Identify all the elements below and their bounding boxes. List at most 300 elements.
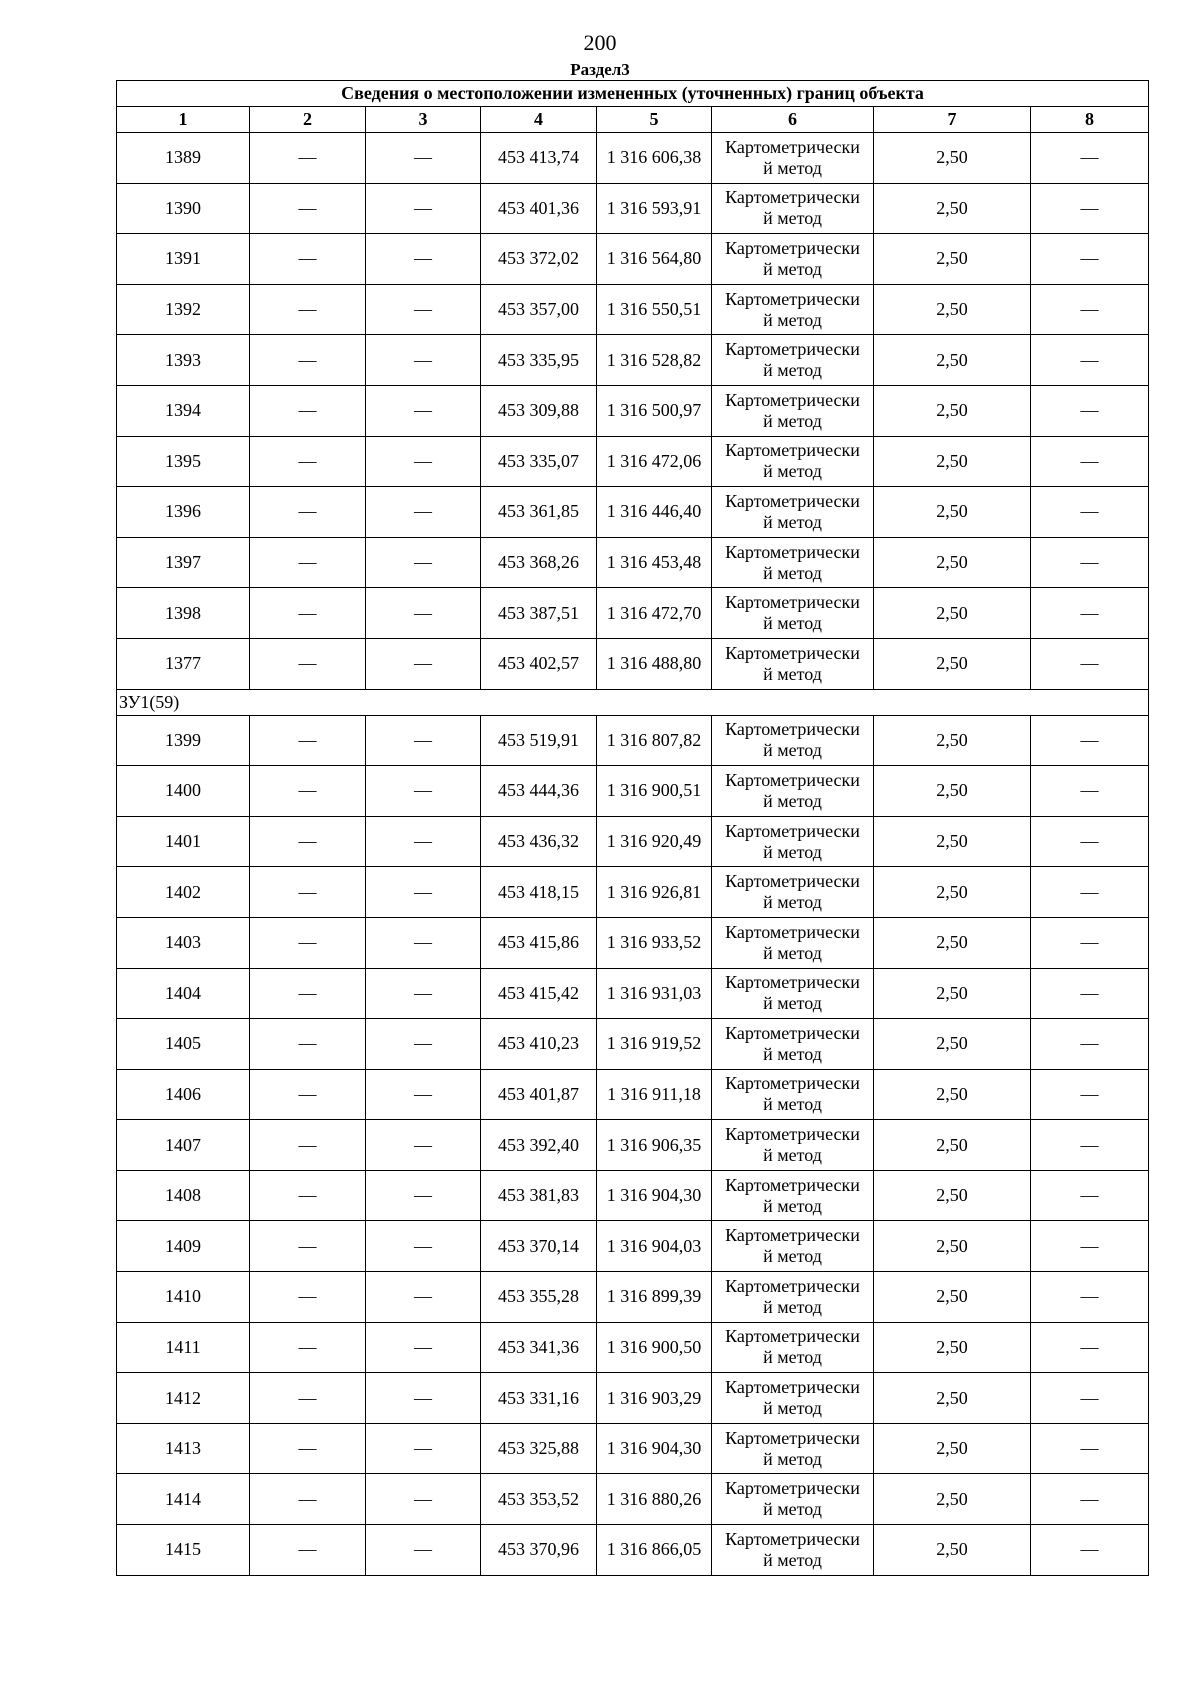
dash-cell: — bbox=[366, 1069, 481, 1120]
method-text-line2: й метод bbox=[763, 562, 822, 583]
table-row bbox=[117, 1525, 1149, 1576]
dash-cell: — bbox=[250, 867, 366, 918]
method-text-line1: Картометрически bbox=[725, 187, 860, 208]
method-text-line1: Картометрически bbox=[725, 1528, 860, 1549]
y-coordinate-cell: 1 316 564,80 bbox=[597, 234, 712, 285]
x-coordinate-cell: 453 387,51 bbox=[481, 588, 597, 639]
y-coordinate-cell: 1 316 880,26 bbox=[597, 1474, 712, 1525]
accuracy-cell: 2,50 bbox=[874, 335, 1031, 386]
dash-cell: — bbox=[250, 1474, 366, 1525]
accuracy-cell: 2,50 bbox=[874, 1272, 1031, 1323]
dash-cell: — bbox=[366, 1120, 481, 1171]
dash-cell: — bbox=[1031, 1019, 1149, 1070]
method-cell bbox=[712, 715, 874, 766]
table-caption: Сведения о местоположении измененных (уточненных) границ объекта bbox=[117, 81, 1149, 107]
point-number-cell: 1413 bbox=[117, 1423, 250, 1474]
dash-cell: — bbox=[250, 385, 366, 436]
x-coordinate-cell: 453 401,36 bbox=[481, 183, 597, 234]
dash-cell: — bbox=[366, 1221, 481, 1272]
y-coordinate-cell: 1 316 904,30 bbox=[597, 1423, 712, 1474]
dash-cell: — bbox=[1031, 537, 1149, 588]
dash-cell: — bbox=[250, 284, 366, 335]
point-number-cell: 1403 bbox=[117, 917, 250, 968]
dash-cell: — bbox=[366, 335, 481, 386]
dash-cell: — bbox=[366, 436, 481, 487]
x-coordinate-cell: 453 418,15 bbox=[481, 867, 597, 918]
method-text-line2: й метод bbox=[763, 208, 822, 229]
dash-cell: — bbox=[1031, 133, 1149, 184]
method-text-line2: й метод bbox=[763, 309, 822, 330]
y-coordinate-cell: 1 316 919,52 bbox=[597, 1019, 712, 1070]
y-coordinate-cell: 1 316 904,30 bbox=[597, 1170, 712, 1221]
dash-cell: — bbox=[366, 638, 481, 689]
accuracy-cell: 2,50 bbox=[874, 133, 1031, 184]
table-row bbox=[117, 385, 1149, 436]
x-coordinate-cell: 453 372,02 bbox=[481, 234, 597, 285]
method-cell bbox=[712, 234, 874, 285]
method-text-line2: й метод bbox=[763, 1347, 822, 1368]
y-coordinate-cell: 1 316 911,18 bbox=[597, 1069, 712, 1120]
dash-cell: — bbox=[1031, 1170, 1149, 1221]
dash-cell: — bbox=[250, 968, 366, 1019]
column-number: 6 bbox=[712, 107, 874, 133]
table-row bbox=[117, 1221, 1149, 1272]
accuracy-cell: 2,50 bbox=[874, 436, 1031, 487]
method-text-line1: Картометрически bbox=[725, 1022, 860, 1043]
method-cell bbox=[712, 1120, 874, 1171]
dash-cell: — bbox=[1031, 335, 1149, 386]
dash-cell: — bbox=[366, 968, 481, 1019]
column-number: 5 bbox=[597, 107, 712, 133]
accuracy-cell: 2,50 bbox=[874, 968, 1031, 1019]
accuracy-cell: 2,50 bbox=[874, 715, 1031, 766]
y-coordinate-cell: 1 316 593,91 bbox=[597, 183, 712, 234]
method-text-line1: Картометрически bbox=[725, 490, 860, 511]
dash-cell: — bbox=[1031, 487, 1149, 538]
dash-cell: — bbox=[250, 715, 366, 766]
point-number-cell: 1408 bbox=[117, 1170, 250, 1221]
table-row bbox=[117, 1322, 1149, 1373]
dash-cell: — bbox=[366, 816, 481, 867]
dash-cell: — bbox=[1031, 588, 1149, 639]
method-text-line2: й метод bbox=[763, 613, 822, 634]
table-row bbox=[117, 766, 1149, 817]
dash-cell: — bbox=[250, 588, 366, 639]
accuracy-cell: 2,50 bbox=[874, 487, 1031, 538]
dash-cell: — bbox=[366, 537, 481, 588]
table-row bbox=[117, 917, 1149, 968]
accuracy-cell: 2,50 bbox=[874, 284, 1031, 335]
method-cell bbox=[712, 1069, 874, 1120]
method-text-line2: й метод bbox=[763, 1398, 822, 1419]
x-coordinate-cell: 453 331,16 bbox=[481, 1373, 597, 1424]
method-text-line1: Картометрически bbox=[725, 440, 860, 461]
dash-cell: — bbox=[366, 234, 481, 285]
column-number: 1 bbox=[117, 107, 250, 133]
y-coordinate-cell: 1 316 900,50 bbox=[597, 1322, 712, 1373]
point-number-cell: 1392 bbox=[117, 284, 250, 335]
method-cell bbox=[712, 1019, 874, 1070]
dash-cell: — bbox=[250, 1272, 366, 1323]
method-text-line1: Картометрически bbox=[725, 871, 860, 892]
accuracy-cell: 2,50 bbox=[874, 917, 1031, 968]
method-cell bbox=[712, 1221, 874, 1272]
method-text-line1: Картометрически bbox=[725, 642, 860, 663]
method-text-line2: й метод bbox=[763, 740, 822, 761]
method-text-line1: Картометрически bbox=[725, 339, 860, 360]
method-text-line1: Картометрически bbox=[725, 1377, 860, 1398]
method-text-line1: Картометрически bbox=[725, 1326, 860, 1347]
method-text-line2: й метод bbox=[763, 258, 822, 279]
accuracy-cell: 2,50 bbox=[874, 1221, 1031, 1272]
dash-cell: — bbox=[250, 1525, 366, 1576]
method-text-line2: й метод bbox=[763, 993, 822, 1014]
method-text-line2: й метод bbox=[763, 1195, 822, 1216]
method-text-line1: Картометрически bbox=[725, 389, 860, 410]
table-row bbox=[117, 1373, 1149, 1424]
dash-cell: — bbox=[366, 766, 481, 817]
y-coordinate-cell: 1 316 488,80 bbox=[597, 638, 712, 689]
method-text-line1: Картометрически bbox=[725, 136, 860, 157]
dash-cell: — bbox=[1031, 1322, 1149, 1373]
method-text-line2: й метод bbox=[763, 157, 822, 178]
accuracy-cell: 2,50 bbox=[874, 1120, 1031, 1171]
method-text-line1: Картометрически bbox=[725, 288, 860, 309]
method-cell bbox=[712, 335, 874, 386]
method-cell bbox=[712, 638, 874, 689]
method-cell bbox=[712, 1170, 874, 1221]
method-text-line1: Картометрически bbox=[725, 237, 860, 258]
accuracy-cell: 2,50 bbox=[874, 816, 1031, 867]
table-row bbox=[117, 537, 1149, 588]
x-coordinate-cell: 453 392,40 bbox=[481, 1120, 597, 1171]
table-row bbox=[117, 183, 1149, 234]
accuracy-cell: 2,50 bbox=[874, 234, 1031, 285]
table-row bbox=[117, 638, 1149, 689]
dash-cell: — bbox=[366, 1525, 481, 1576]
method-text-line1: Картометрически bbox=[725, 1174, 860, 1195]
method-text-line1: Картометрически bbox=[725, 1478, 860, 1499]
method-text-line2: й метод bbox=[763, 1145, 822, 1166]
table-row bbox=[117, 284, 1149, 335]
method-text-line1: Картометрически bbox=[725, 1427, 860, 1448]
method-text-line2: й метод bbox=[763, 1043, 822, 1064]
x-coordinate-cell: 453 355,28 bbox=[481, 1272, 597, 1323]
dash-cell: — bbox=[366, 588, 481, 639]
method-text-line2: й метод bbox=[763, 790, 822, 811]
accuracy-cell: 2,50 bbox=[874, 1474, 1031, 1525]
page-number: 200 bbox=[583, 30, 617, 55]
dash-cell: — bbox=[250, 436, 366, 487]
point-number-cell: 1396 bbox=[117, 487, 250, 538]
group-label-row bbox=[117, 689, 1149, 715]
dash-cell: — bbox=[366, 867, 481, 918]
column-number: 3 bbox=[366, 107, 481, 133]
accuracy-cell: 2,50 bbox=[874, 385, 1031, 436]
y-coordinate-cell: 1 316 606,38 bbox=[597, 133, 712, 184]
dash-cell: — bbox=[250, 133, 366, 184]
dash-cell: — bbox=[250, 234, 366, 285]
method-text-line2: й метод bbox=[763, 1448, 822, 1469]
method-cell bbox=[712, 867, 874, 918]
group-label: ЗУ1(59) bbox=[117, 689, 1149, 715]
point-number-cell: 1397 bbox=[117, 537, 250, 588]
method-text-line2: й метод bbox=[763, 1549, 822, 1570]
x-coordinate-cell: 453 370,96 bbox=[481, 1525, 597, 1576]
dash-cell: — bbox=[250, 1423, 366, 1474]
x-coordinate-cell: 453 325,88 bbox=[481, 1423, 597, 1474]
dash-cell: — bbox=[250, 1170, 366, 1221]
y-coordinate-cell: 1 316 453,48 bbox=[597, 537, 712, 588]
table-row bbox=[117, 1120, 1149, 1171]
table-row bbox=[117, 867, 1149, 918]
section-title: Раздел3 bbox=[570, 60, 630, 79]
dash-cell: — bbox=[250, 816, 366, 867]
x-coordinate-cell: 453 444,36 bbox=[481, 766, 597, 817]
accuracy-cell: 2,50 bbox=[874, 766, 1031, 817]
dash-cell: — bbox=[1031, 436, 1149, 487]
dash-cell: — bbox=[1031, 1373, 1149, 1424]
x-coordinate-cell: 453 370,14 bbox=[481, 1221, 597, 1272]
table-row bbox=[117, 1019, 1149, 1070]
y-coordinate-cell: 1 316 500,97 bbox=[597, 385, 712, 436]
method-cell bbox=[712, 385, 874, 436]
point-number-cell: 1406 bbox=[117, 1069, 250, 1120]
dash-cell: — bbox=[1031, 638, 1149, 689]
x-coordinate-cell: 453 335,95 bbox=[481, 335, 597, 386]
table-row bbox=[117, 436, 1149, 487]
table-row bbox=[117, 588, 1149, 639]
dash-cell: — bbox=[1031, 766, 1149, 817]
dash-cell: — bbox=[366, 917, 481, 968]
table-body bbox=[117, 133, 1149, 1576]
accuracy-cell: 2,50 bbox=[874, 1322, 1031, 1373]
dash-cell: — bbox=[1031, 1423, 1149, 1474]
y-coordinate-cell: 1 316 933,52 bbox=[597, 917, 712, 968]
accuracy-cell: 2,50 bbox=[874, 1069, 1031, 1120]
table-row bbox=[117, 335, 1149, 386]
dash-cell: — bbox=[366, 1019, 481, 1070]
method-cell bbox=[712, 284, 874, 335]
dash-cell: — bbox=[250, 183, 366, 234]
method-text-line1: Картометрически bbox=[725, 820, 860, 841]
y-coordinate-cell: 1 316 472,06 bbox=[597, 436, 712, 487]
method-text-line2: й метод bbox=[763, 1499, 822, 1520]
method-text-line1: Картометрически bbox=[725, 592, 860, 613]
method-cell bbox=[712, 1373, 874, 1424]
dash-cell: — bbox=[366, 284, 481, 335]
method-text-line1: Картометрически bbox=[725, 541, 860, 562]
x-coordinate-cell: 453 519,91 bbox=[481, 715, 597, 766]
method-text-line2: й метод bbox=[763, 1094, 822, 1115]
point-number-cell: 1409 bbox=[117, 1221, 250, 1272]
point-number-cell: 1405 bbox=[117, 1019, 250, 1070]
dash-cell: — bbox=[1031, 1525, 1149, 1576]
method-text-line2: й метод bbox=[763, 942, 822, 963]
boundary-coordinates-table bbox=[116, 80, 1149, 1576]
y-coordinate-cell: 1 316 866,05 bbox=[597, 1525, 712, 1576]
x-coordinate-cell: 453 413,74 bbox=[481, 133, 597, 184]
method-cell bbox=[712, 1525, 874, 1576]
dash-cell: — bbox=[366, 385, 481, 436]
point-number-cell: 1391 bbox=[117, 234, 250, 285]
dash-cell: — bbox=[366, 487, 481, 538]
y-coordinate-cell: 1 316 528,82 bbox=[597, 335, 712, 386]
dash-cell: — bbox=[250, 766, 366, 817]
dash-cell: — bbox=[366, 1474, 481, 1525]
table-row bbox=[117, 234, 1149, 285]
y-coordinate-cell: 1 316 550,51 bbox=[597, 284, 712, 335]
dash-cell: — bbox=[1031, 816, 1149, 867]
x-coordinate-cell: 453 341,36 bbox=[481, 1322, 597, 1373]
dash-cell: — bbox=[366, 183, 481, 234]
y-coordinate-cell: 1 316 900,51 bbox=[597, 766, 712, 817]
accuracy-cell: 2,50 bbox=[874, 183, 1031, 234]
dash-cell: — bbox=[366, 1170, 481, 1221]
dash-cell: — bbox=[250, 537, 366, 588]
column-number: 2 bbox=[250, 107, 366, 133]
accuracy-cell: 2,50 bbox=[874, 1373, 1031, 1424]
method-text-line2: й метод bbox=[763, 511, 822, 532]
accuracy-cell: 2,50 bbox=[874, 867, 1031, 918]
method-cell bbox=[712, 537, 874, 588]
method-text-line1: Картометрически bbox=[725, 719, 860, 740]
accuracy-cell: 2,50 bbox=[874, 1423, 1031, 1474]
dash-cell: — bbox=[1031, 968, 1149, 1019]
dash-cell: — bbox=[366, 715, 481, 766]
method-text-line2: й метод bbox=[763, 892, 822, 913]
table-row bbox=[117, 1474, 1149, 1525]
method-cell bbox=[712, 1474, 874, 1525]
y-coordinate-cell: 1 316 807,82 bbox=[597, 715, 712, 766]
method-cell bbox=[712, 816, 874, 867]
method-text-line2: й метод bbox=[763, 360, 822, 381]
dash-cell: — bbox=[250, 1373, 366, 1424]
column-number-row bbox=[117, 107, 1149, 133]
table-row bbox=[117, 133, 1149, 184]
y-coordinate-cell: 1 316 446,40 bbox=[597, 487, 712, 538]
dash-cell: — bbox=[366, 1322, 481, 1373]
method-text-line2: й метод bbox=[763, 1246, 822, 1267]
point-number-cell: 1415 bbox=[117, 1525, 250, 1576]
method-cell bbox=[712, 1423, 874, 1474]
point-number-cell: 1402 bbox=[117, 867, 250, 918]
point-number-cell: 1400 bbox=[117, 766, 250, 817]
dash-cell: — bbox=[1031, 1272, 1149, 1323]
x-coordinate-cell: 453 415,86 bbox=[481, 917, 597, 968]
table-row bbox=[117, 968, 1149, 1019]
point-number-cell: 1393 bbox=[117, 335, 250, 386]
y-coordinate-cell: 1 316 899,39 bbox=[597, 1272, 712, 1323]
method-cell bbox=[712, 487, 874, 538]
point-number-cell: 1394 bbox=[117, 385, 250, 436]
x-coordinate-cell: 453 436,32 bbox=[481, 816, 597, 867]
x-coordinate-cell: 453 309,88 bbox=[481, 385, 597, 436]
dash-cell: — bbox=[1031, 1120, 1149, 1171]
y-coordinate-cell: 1 316 903,29 bbox=[597, 1373, 712, 1424]
accuracy-cell: 2,50 bbox=[874, 1525, 1031, 1576]
method-text-line2: й метод bbox=[763, 410, 822, 431]
point-number-cell: 1401 bbox=[117, 816, 250, 867]
dash-cell: — bbox=[366, 1373, 481, 1424]
point-number-cell: 1404 bbox=[117, 968, 250, 1019]
method-cell bbox=[712, 766, 874, 817]
method-cell bbox=[712, 436, 874, 487]
accuracy-cell: 2,50 bbox=[874, 537, 1031, 588]
accuracy-cell: 2,50 bbox=[874, 1019, 1031, 1070]
method-cell bbox=[712, 1272, 874, 1323]
x-coordinate-cell: 453 410,23 bbox=[481, 1019, 597, 1070]
dash-cell: — bbox=[366, 1423, 481, 1474]
x-coordinate-cell: 453 353,52 bbox=[481, 1474, 597, 1525]
column-number: 4 bbox=[481, 107, 597, 133]
y-coordinate-cell: 1 316 931,03 bbox=[597, 968, 712, 1019]
dash-cell: — bbox=[250, 1120, 366, 1171]
dash-cell: — bbox=[250, 917, 366, 968]
y-coordinate-cell: 1 316 920,49 bbox=[597, 816, 712, 867]
point-number-cell: 1399 bbox=[117, 715, 250, 766]
x-coordinate-cell: 453 402,57 bbox=[481, 638, 597, 689]
point-number-cell: 1412 bbox=[117, 1373, 250, 1424]
method-text-line1: Картометрически bbox=[725, 1225, 860, 1246]
dash-cell: — bbox=[1031, 1069, 1149, 1120]
method-text-line2: й метод bbox=[763, 663, 822, 684]
table-row bbox=[117, 816, 1149, 867]
method-text-line1: Картометрически bbox=[725, 972, 860, 993]
method-text-line2: й метод bbox=[763, 841, 822, 862]
dash-cell: — bbox=[250, 638, 366, 689]
method-text-line1: Картометрически bbox=[725, 1073, 860, 1094]
x-coordinate-cell: 453 368,26 bbox=[481, 537, 597, 588]
y-coordinate-cell: 1 316 904,03 bbox=[597, 1221, 712, 1272]
dash-cell: — bbox=[1031, 183, 1149, 234]
point-number-cell: 1407 bbox=[117, 1120, 250, 1171]
method-text-line1: Картометрически bbox=[725, 769, 860, 790]
dash-cell: — bbox=[366, 1272, 481, 1323]
dash-cell: — bbox=[250, 1069, 366, 1120]
method-text-line1: Картометрически bbox=[725, 921, 860, 942]
column-number: 8 bbox=[1031, 107, 1149, 133]
point-number-cell: 1410 bbox=[117, 1272, 250, 1323]
x-coordinate-cell: 453 415,42 bbox=[481, 968, 597, 1019]
dash-cell: — bbox=[1031, 284, 1149, 335]
method-cell bbox=[712, 917, 874, 968]
table-row bbox=[117, 1272, 1149, 1323]
method-cell bbox=[712, 588, 874, 639]
table-row bbox=[117, 1069, 1149, 1120]
method-cell bbox=[712, 1322, 874, 1373]
method-cell bbox=[712, 133, 874, 184]
x-coordinate-cell: 453 381,83 bbox=[481, 1170, 597, 1221]
y-coordinate-cell: 1 316 926,81 bbox=[597, 867, 712, 918]
dash-cell: — bbox=[366, 133, 481, 184]
table-row bbox=[117, 1423, 1149, 1474]
dash-cell: — bbox=[250, 1019, 366, 1070]
dash-cell: — bbox=[1031, 867, 1149, 918]
method-text-line2: й метод bbox=[763, 1296, 822, 1317]
method-cell bbox=[712, 968, 874, 1019]
dash-cell: — bbox=[1031, 917, 1149, 968]
table-row bbox=[117, 487, 1149, 538]
point-number-cell: 1414 bbox=[117, 1474, 250, 1525]
dash-cell: — bbox=[250, 487, 366, 538]
point-number-cell: 1390 bbox=[117, 183, 250, 234]
x-coordinate-cell: 453 361,85 bbox=[481, 487, 597, 538]
accuracy-cell: 2,50 bbox=[874, 588, 1031, 639]
method-text-line2: й метод bbox=[763, 461, 822, 482]
x-coordinate-cell: 453 401,87 bbox=[481, 1069, 597, 1120]
table-row bbox=[117, 1170, 1149, 1221]
